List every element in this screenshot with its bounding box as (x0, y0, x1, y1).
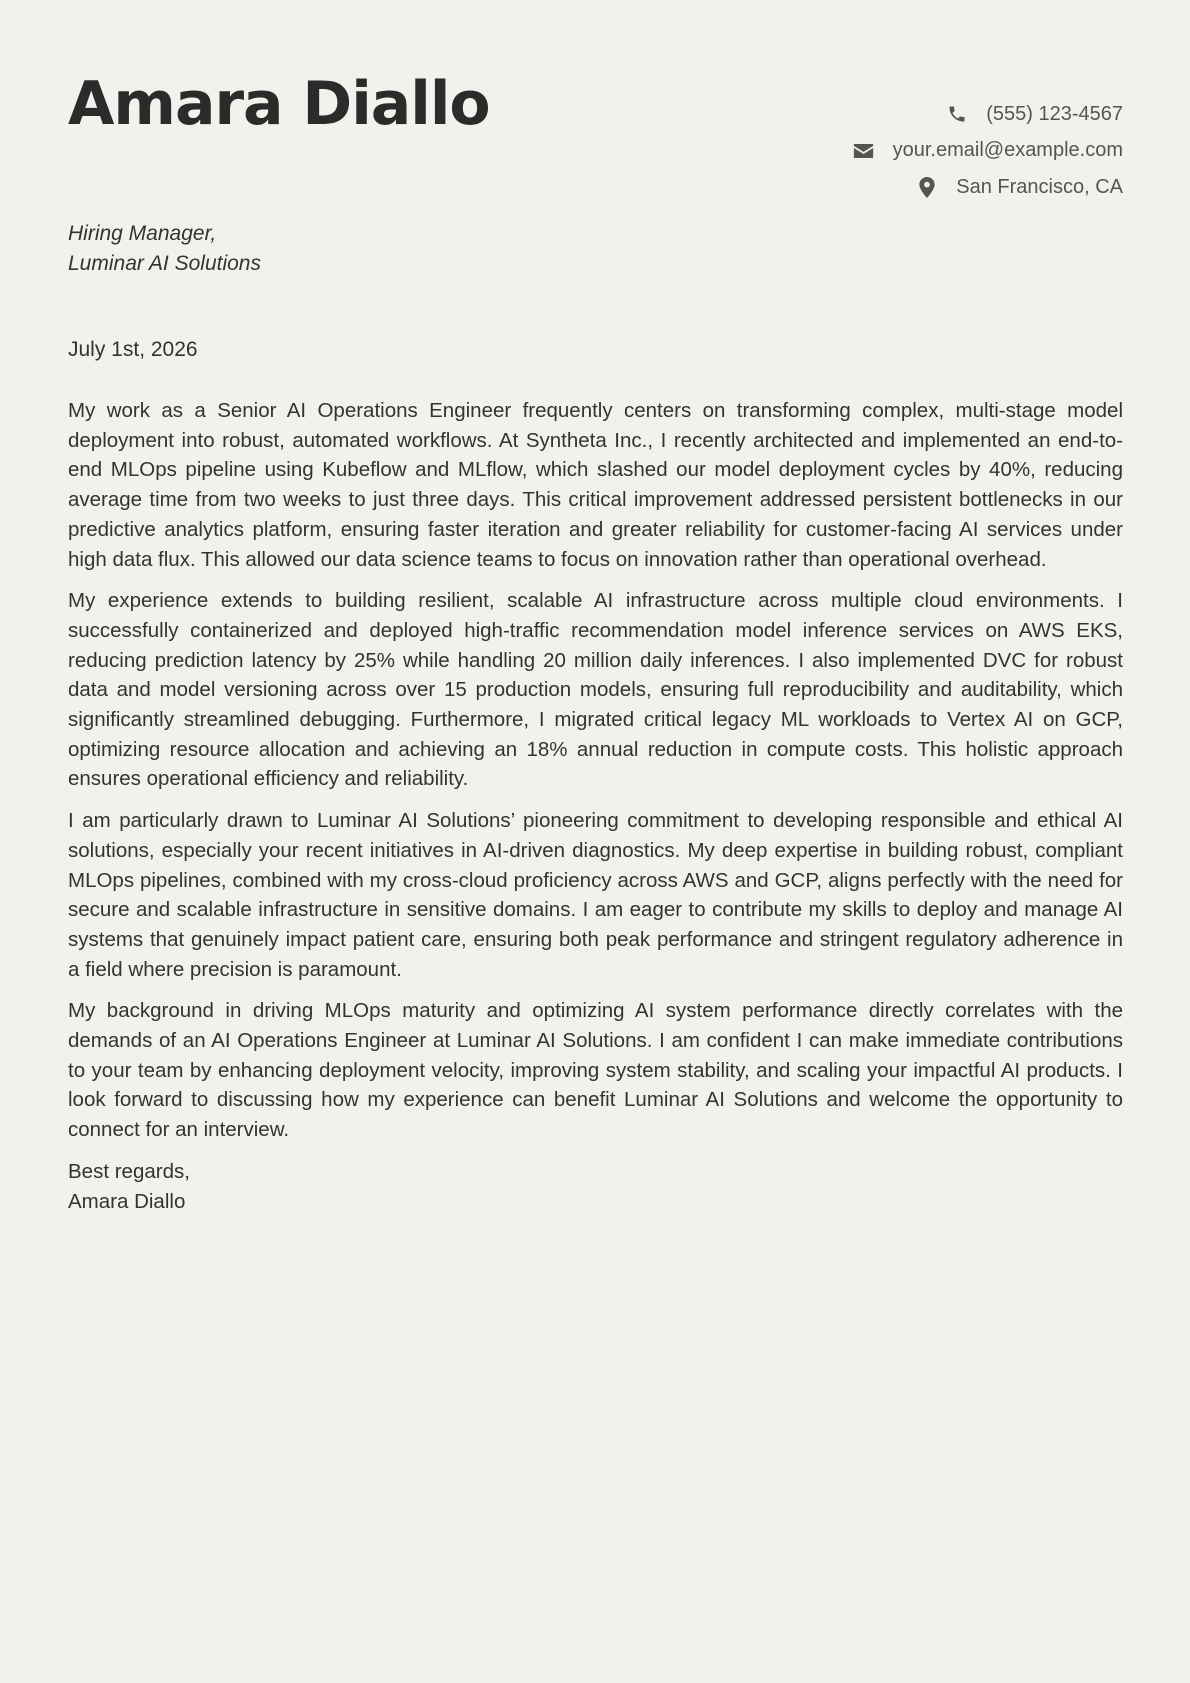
body-paragraph: My background in driving MLOps maturity and optimizing AI system performance directly correlates with the demands of an AI Operations Engineer at Luminar AI Solutions. I am confident I can make immediate contributions to your team by enhancing deployment velocity, improving system stability, and scaling your impactful AI products. I look forward to discussing how my experience can benefit Luminar AI Solutions and welcome the opportunity to connect for an interview. (68, 999, 1123, 1142)
letter-date: July 1st, 2026 (68, 338, 198, 361)
letter-body (68, 396, 1123, 1216)
recipient-block (68, 219, 261, 279)
contact-info (853, 96, 1123, 206)
contact-phone (853, 96, 1123, 133)
body-paragraph: My work as a Senior AI Operations Engineer frequently centers on transforming complex, multi-stage model deployment into robust, automated workflows. At Syntheta Inc., I recently architected and implemented an end-to-end MLOps pipeline using Kubeflow and MLflow, which slashed our model deployment cycles by 40%, reducing average time from two weeks to just three days. This critical improvement addressed persistent bottlenecks in our predictive analytics platform, ensuring faster iteration and greater reliability for customer-facing AI services under high data flux. This allowed our data science teams to focus on innovation rather than operational overhead. (68, 399, 1123, 571)
body-paragraph: I am particularly drawn to Luminar AI Solutions’ pioneering commitment to developing responsible and ethical AI solutions, especially your recent initiatives in AI-driven diagnostics. My deep expertise in building robust, compliant MLOps pipelines, combined with my cross-cloud proficiency across AWS and GCP, aligns perfectly with the need for secure and scalable infrastructure in sensitive domains. I am eager to contribute my skills to deploy and manage AI systems that genuinely impact patient care, ensuring both peak performance and stringent regulatory adherence in a field where precision is paramount. (68, 809, 1123, 981)
location-text: San Francisco, CA (956, 175, 1123, 198)
body-paragraph: My experience extends to building resilient, scalable AI infrastructure across multiple cloud environments. I successfully containerized and deployed high-traffic recommendation model inference services on AWS EKS, reducing prediction latency by 25% while handling 20 million daily inferences. I also implemented DVC for robust data and model versioning across over 15 production models, ensuring full reproducibility and auditability, which significantly streamlined debugging. Furthermore, I migrated critical legacy ML workloads to Vertex AI on GCP, optimizing resource allocation and achieving an 18% annual reduction in compute costs. This holistic approach ensures operational efficiency and reliability. (68, 589, 1123, 791)
phone-number: (555) 123-4567 (986, 102, 1123, 125)
email-address: your.email@example.com (892, 139, 1123, 162)
recipient-title: Hiring Manager, (68, 222, 217, 245)
map-pin-icon (916, 176, 938, 198)
envelope-icon (853, 140, 875, 162)
letter-closing (68, 1157, 1123, 1216)
phone-icon (946, 103, 968, 125)
contact-location (853, 169, 1123, 206)
contact-email (853, 133, 1123, 170)
applicant-name: Amara Diallo (68, 69, 490, 139)
closing-salutation: Best regards, (68, 1159, 190, 1183)
recipient-company: Luminar AI Solutions (68, 252, 261, 275)
cover-letter-page (68, 0, 1123, 1683)
closing-signature: Amara Diallo (68, 1189, 186, 1213)
